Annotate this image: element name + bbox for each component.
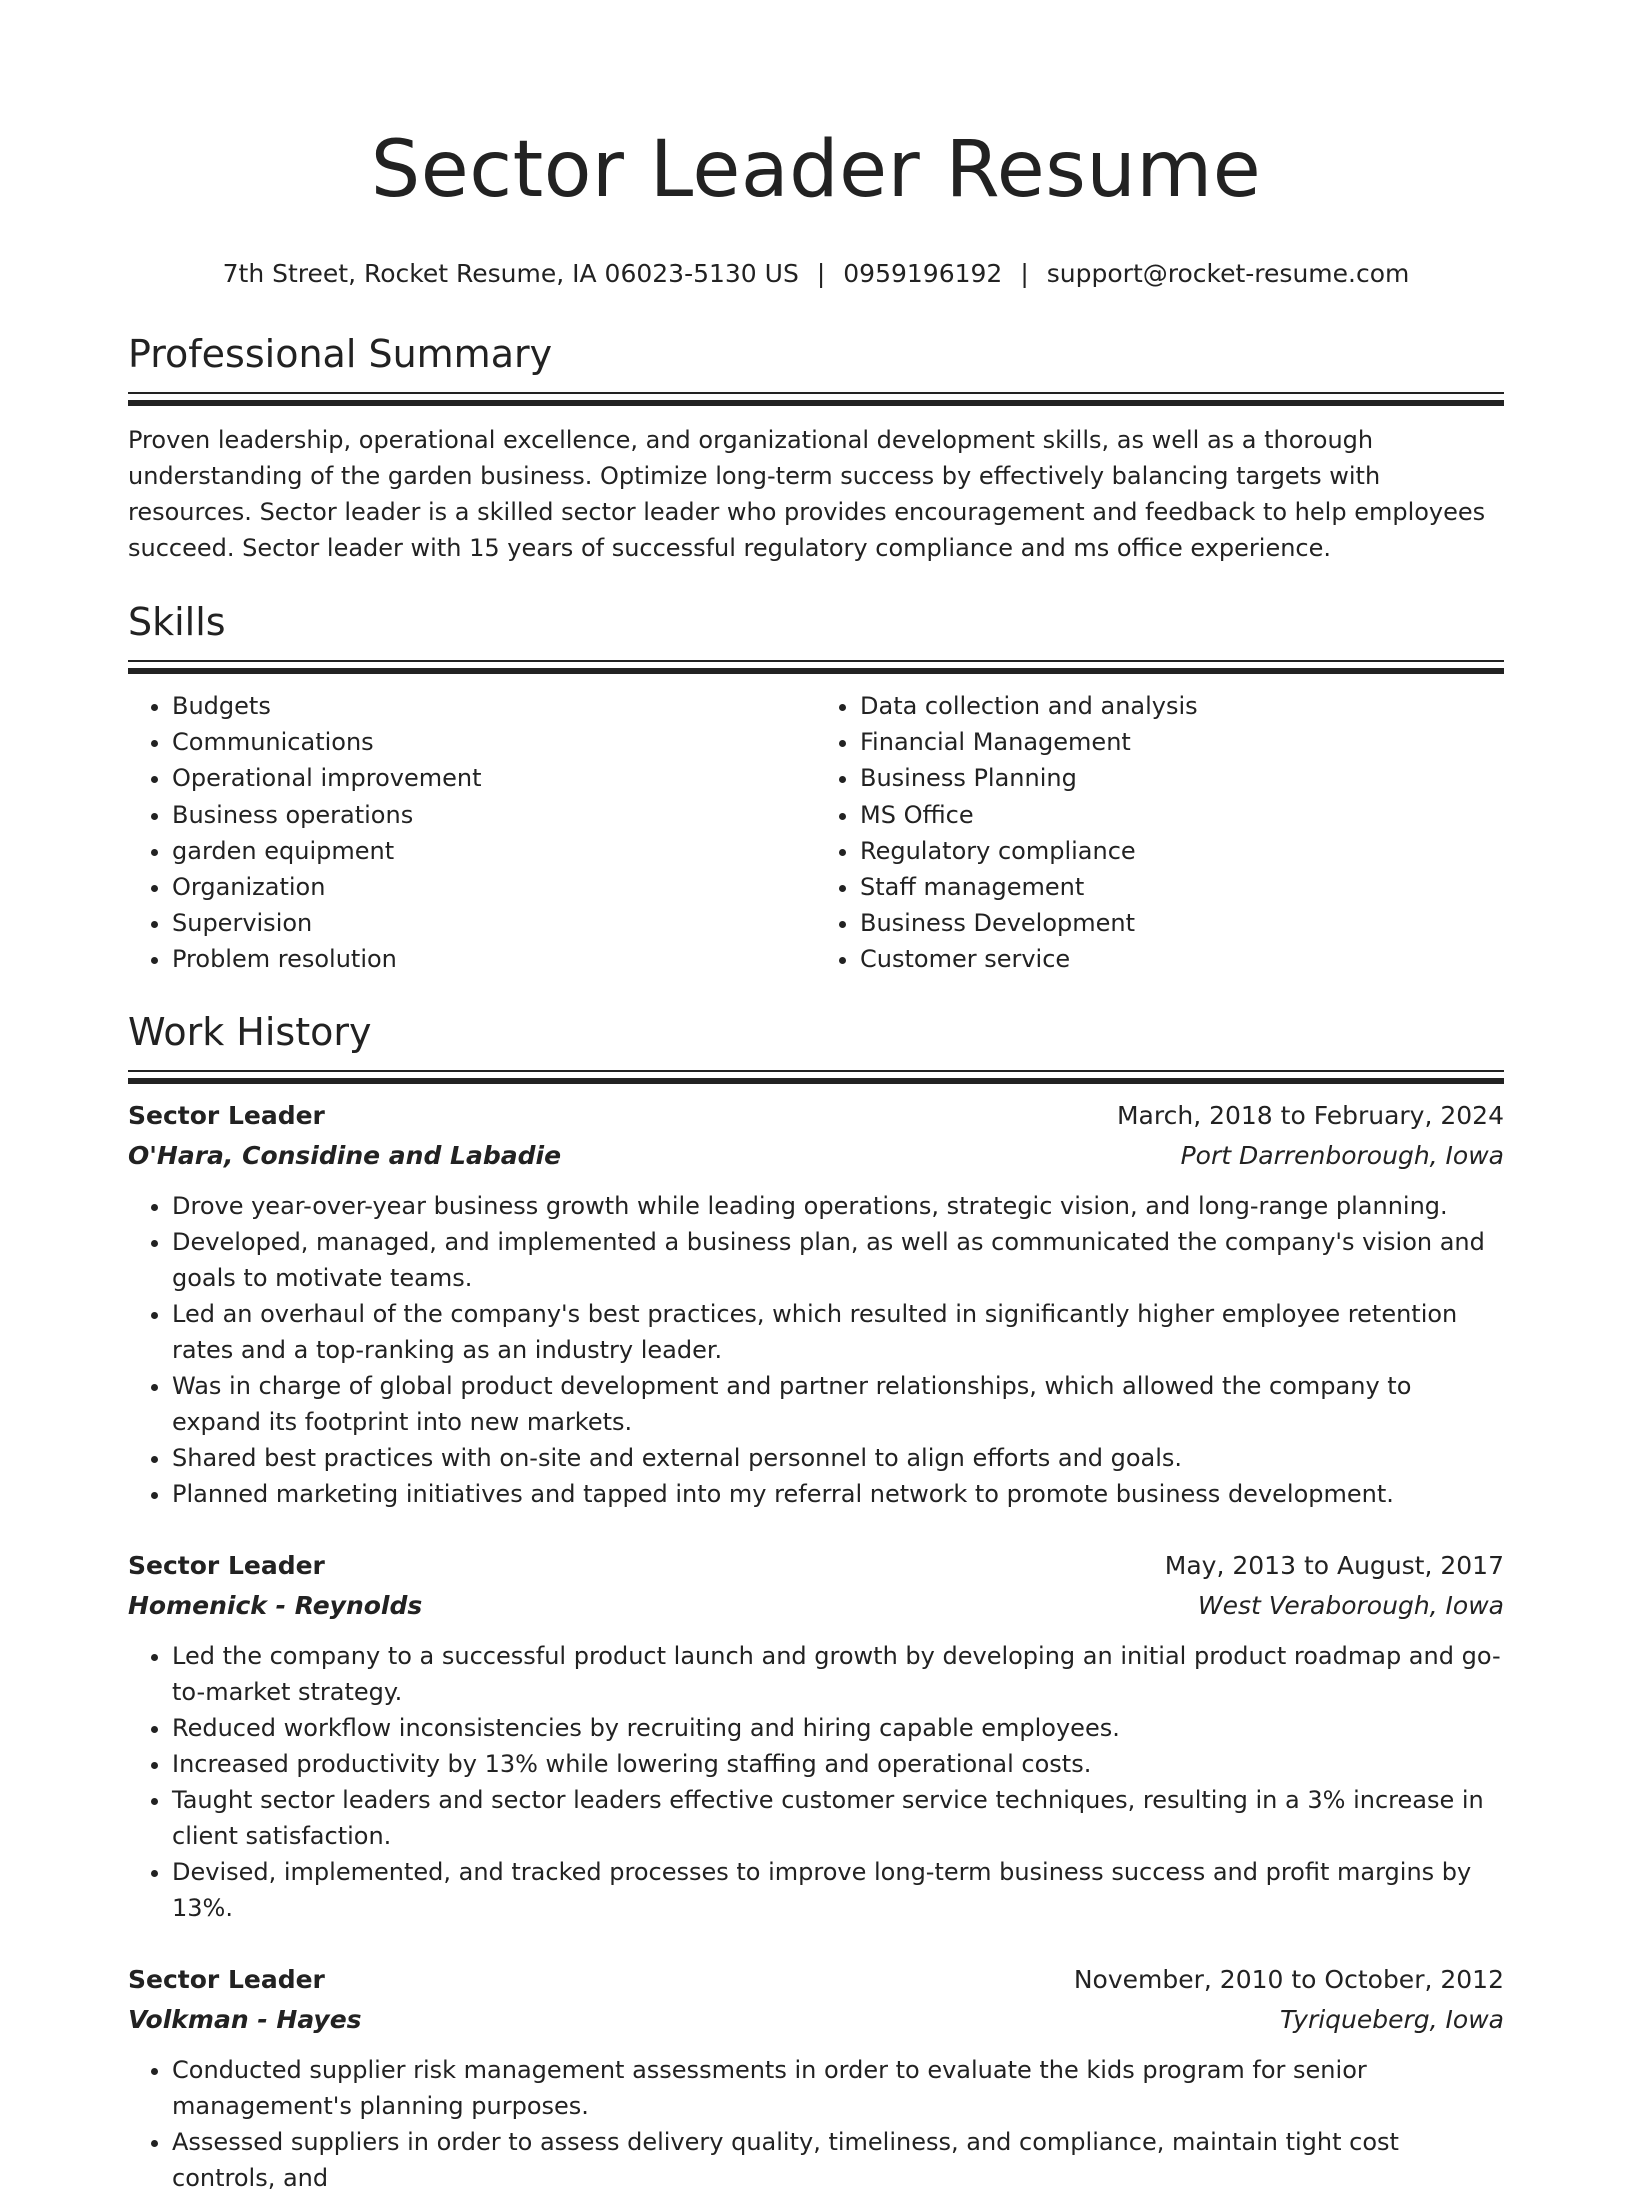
resume-title: Sector Leader Resume — [370, 125, 1262, 215]
professional-summary-section — [128, 328, 1504, 566]
contact-separator: | — [1020, 259, 1029, 288]
duty-item: • Led an overhaul of the company's best practices, which resulted in significantly higher employee retention rates and a top-ranking as an industry leader. — [172, 1296, 1504, 1368]
skill-item: • Customer service — [860, 941, 1504, 977]
job-location: Port Darrenborough, Iowa — [1180, 1140, 1504, 1170]
job-duties — [128, 2052, 1504, 2196]
skill-item: • Supervision — [172, 905, 816, 941]
job-entry — [128, 1960, 1504, 2196]
section-title-summary: Professional Summary — [128, 332, 553, 376]
job-employer — [128, 1136, 1504, 1176]
job-header — [128, 1960, 1504, 2000]
contact-email: support@rocket-resume.com — [1046, 259, 1410, 288]
section-title-skills: Skills — [128, 600, 226, 644]
job-employer — [128, 1586, 1504, 1626]
section-divider — [128, 660, 1504, 662]
job-entry — [128, 1096, 1504, 1512]
job-dates: March, 2018 to February, 2024 — [1116, 1100, 1504, 1130]
job-company: Volkman - Hayes — [128, 2004, 362, 2034]
skill-item: • Operational improvement — [172, 760, 816, 796]
duty-item: • Taught sector leaders and sector leaders effective customer service techniques, resulting in a 3% increase in client satisfaction. — [172, 1782, 1504, 1854]
skill-item: • MS Office — [860, 797, 1504, 833]
duty-item: • Devised, implemented, and tracked processes to improve long-term business success and profit margins by 13%. — [172, 1854, 1504, 1926]
work-history-section — [128, 1006, 1504, 2196]
skill-item: • Business operations — [172, 797, 816, 833]
contact-phone: 0959196192 — [843, 259, 1003, 288]
duty-item: • Was in charge of global product development and partner relationships, which allowed the company to expand its footprint into new markets. — [172, 1368, 1504, 1440]
duty-item: • Developed, managed, and implemented a business plan, as well as communicated the company's vision and goals to motivate teams. — [172, 1224, 1504, 1296]
skills-section — [128, 596, 1504, 978]
skill-item: • Financial Management — [860, 724, 1504, 760]
job-company: O'Hara, Considine and Labadie — [128, 1140, 562, 1170]
summary-text: Proven leadership, operational excellence, and organizational development skills, as well as a thorough understanding of the garden business. Optimize long-term success by effectively balancing targets with resources. Sector leader is a skilled sector leader who provides encouragement and feedback to help employees succeed. Sector leader with 15 years of successful regulatory compliance and ms office experience. — [128, 426, 1486, 562]
skills-column-right — [816, 688, 1504, 978]
skills-column-left — [128, 688, 816, 978]
duty-item: • Conducted supplier risk management assessments in order to evaluate the kids program for senior management's planning purposes. — [172, 2052, 1504, 2124]
skill-item: • Communications — [172, 724, 816, 760]
job-title: Sector Leader — [128, 1964, 325, 1994]
section-divider — [128, 392, 1504, 394]
job-company: Homenick - Reynolds — [128, 1590, 423, 1620]
job-header — [128, 1096, 1504, 1136]
skill-item: • Problem resolution — [172, 941, 816, 977]
duty-item: • Drove year-over-year business growth while leading operations, strategic vision, and long-range planning. — [172, 1188, 1504, 1224]
duty-item: • Increased productivity by 13% while lowering staffing and operational costs. — [172, 1746, 1504, 1782]
skill-item: • garden equipment — [172, 833, 816, 869]
section-title-work: Work History — [128, 1009, 372, 1054]
job-duties — [128, 1638, 1504, 1926]
resume-page — [128, 0, 1504, 2196]
job-location: Tyriqueberg, Iowa — [1280, 2004, 1504, 2034]
duty-item: • Shared best practices with on-site and external personnel to align efforts and goals. — [172, 1440, 1504, 1476]
section-divider — [128, 1070, 1504, 1072]
job-duties — [128, 1188, 1504, 1512]
duty-item: • Reduced workflow inconsistencies by recruiting and hiring capable employees. — [172, 1710, 1504, 1746]
skill-item: • Data collection and analysis — [860, 688, 1504, 724]
job-dates: May, 2013 to August, 2017 — [1164, 1550, 1504, 1580]
skill-item: • Business Planning — [860, 760, 1504, 796]
duty-item: • Led the company to a successful product launch and growth by developing an initial product roadmap and go-to-market strategy. — [172, 1638, 1504, 1710]
job-entry — [128, 1546, 1504, 1926]
job-header — [128, 1546, 1504, 1586]
duty-item: • Assessed suppliers in order to assess delivery quality, timeliness, and compliance, maintain tight cost controls, and — [172, 2124, 1504, 2196]
contact-address: 7th Street, Rocket Resume, IA 06023-5130 US — [222, 259, 799, 288]
skill-item: • Organization — [172, 869, 816, 905]
skills-grid — [128, 688, 1504, 978]
job-title: Sector Leader — [128, 1100, 325, 1130]
contact-separator: | — [816, 259, 826, 288]
job-dates: November, 2010 to October, 2012 — [1073, 1964, 1504, 1994]
job-title: Sector Leader — [128, 1550, 325, 1580]
skill-item: • Regulatory compliance — [860, 833, 1504, 869]
skill-item: • Staff management — [860, 869, 1504, 905]
skill-item: • Business Development — [860, 905, 1504, 941]
contact-line — [128, 256, 1504, 292]
job-employer — [128, 2000, 1504, 2040]
skill-item: • Budgets — [172, 688, 816, 724]
job-location: West Veraborough, Iowa — [1197, 1590, 1504, 1620]
duty-item: • Planned marketing initiatives and tapped into my referral network to promote business development. — [172, 1476, 1504, 1512]
